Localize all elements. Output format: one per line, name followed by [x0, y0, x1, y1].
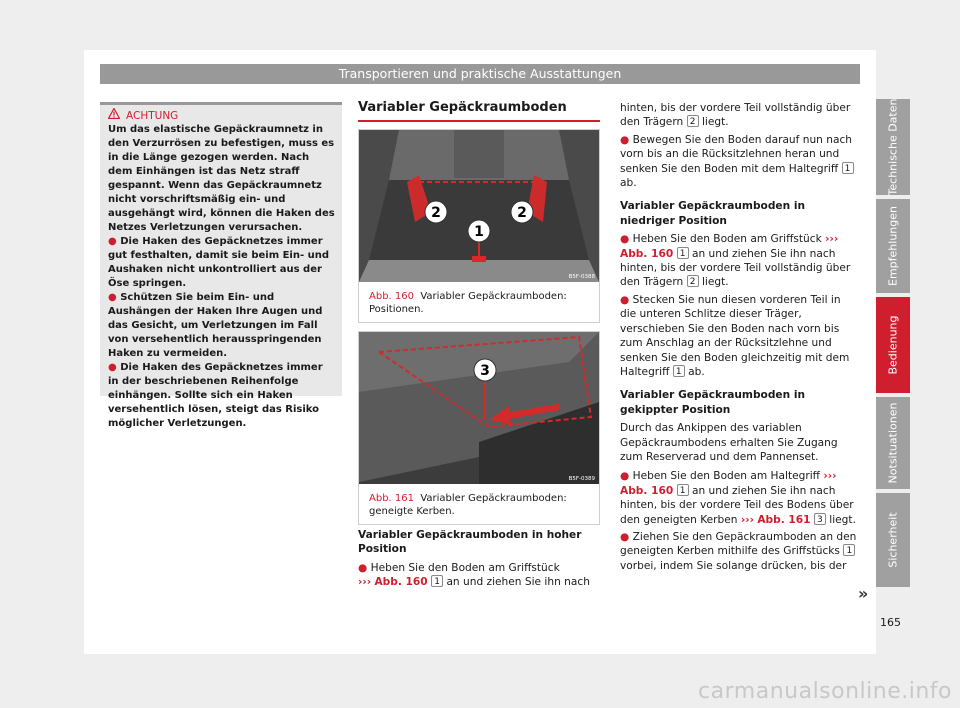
tab-technische-daten[interactable]: Technische Daten	[876, 99, 910, 195]
column-2-text	[358, 528, 600, 590]
warning-bullet: ● Schützen Sie beim Ein- und Aushängen der Haken Ihre Augen und das Gesicht, um Verletzungen im Fall von versehentlich herausspringenden Haken zu vermeiden.	[108, 292, 323, 359]
tab-notsituationen[interactable]: Notsituationen	[876, 397, 910, 489]
instruction-item: ● Heben Sie den Boden am Griffstück ››› Abb. 160 1 an und ziehen Sie ihn nach hinten, bis der vordere Teil vollständig über den Trägern 2 liegt.	[620, 233, 851, 289]
trunk-photo-positions	[359, 130, 599, 282]
figure-161-caption: Abb. 161 Variabler Gepäckraumboden: geneigte Kerben.	[369, 493, 567, 517]
tab-bedienung[interactable]: Bedienung	[876, 297, 910, 393]
fig160-mark-2a: 2	[431, 205, 441, 221]
chapter-tabs	[876, 99, 910, 591]
paragraph: hinten, bis der vordere Teil vollständig über den Trägern 2 liegt.	[620, 102, 851, 129]
instruction-item: ● Stecken Sie nun diesen vorderen Teil in die unteren Schlitze dieser Träger, verschieben Sie den Boden nach vorn bis zum Anschlag an der Rücksitzlehne und senken Sie den Boden gleichzeitig mit dem Haltegriff 1 ab.	[620, 293, 850, 378]
warning-icon	[108, 108, 120, 123]
watermark: carmanualsonline.info	[698, 679, 952, 704]
page-number: 165	[880, 616, 901, 629]
paragraph: Durch das Ankippen des variablen Gepäckraumbodens erhalten Sie Zugang zum Reserverad und dem Pannenset.	[620, 422, 838, 463]
subheading-high-position: Variabler Gepäckraumboden in hoher Position	[358, 529, 582, 556]
warning-title-text: ACHTUNG	[126, 109, 179, 122]
instruction-item: ● Bewegen Sie den Boden darauf nun nach vorn bis an die Rücksitzlehnen heran und senken Sie den Boden mit dem Haltegriff 1 ab.	[620, 133, 852, 190]
column-3-text	[620, 101, 860, 573]
instruction-item: ● Heben Sie den Boden am Griffstück ››› Abb. 160 1 an und ziehen Sie ihn nach	[358, 561, 590, 589]
figure-label: Abb. 161	[369, 493, 414, 504]
fig161-mark-3: 3	[480, 363, 490, 379]
fig160-mark-1: 1	[474, 224, 484, 240]
fig161-code: B5F-0389	[568, 476, 595, 482]
continue-marker: »	[858, 584, 869, 603]
instruction-item: ● Heben Sie den Boden am Haltegriff ››› Abb. 160 1 an und ziehen Sie ihn nach hinten, bis der vordere Teil des Bodens über den geneigten Kerben ››› Abb. 161 3 liegt.	[620, 470, 856, 526]
warning-text: Um das elastische Gepäckraumnetz in den Verzurrösen zu befestigen, muss es in die Länge gezogen werden. Nach dem Einhängen ist das Netz straff gespannt. Wenn das Gepäckraumnetz nicht vorschriftsmäßig ein- und ausgehängt wird, können die Haken des Netzes Verletzungen verursachen.	[108, 124, 335, 233]
warning-bullet: ● Die Haken des Gepäcknetzes immer in der beschriebenen Reihenfolge einhängen. Sollte sich ein Haken versehentlich lösen, steigt das Risiko möglicher Verletzungen.	[108, 362, 323, 429]
figure-160-caption: Abb. 160 Variabler Gepäckraumboden: Positionen.	[369, 291, 567, 315]
fig160-mark-2b: 2	[517, 205, 527, 221]
section-title: Variabler Gepäckraumboden	[358, 100, 600, 122]
warning-bullet: ● Die Haken des Gepäcknetzes immer gut festhalten, damit sie beim Ein- und Aushaken nicht unkontrolliert aus der Öse springen.	[108, 236, 329, 289]
subheading-low-position: Variabler Gepäckraumboden in niedriger Position	[620, 200, 806, 227]
warning-title	[108, 108, 178, 123]
page-header: Transportieren und praktische Ausstattungen	[100, 64, 860, 84]
trunk-photo-notches	[359, 332, 599, 484]
figure-160	[358, 129, 600, 323]
warning-box	[100, 102, 342, 429]
figure-161	[358, 331, 600, 525]
tab-sicherheit[interactable]: Sicherheit	[876, 493, 910, 587]
subheading-tilted-position: Variabler Gepäckraumboden in gekippter Position	[620, 389, 806, 416]
tab-empfehlungen[interactable]: Empfehlungen	[876, 199, 910, 293]
figure-label: Abb. 160	[369, 291, 414, 302]
instruction-item: ● Ziehen Sie den Gepäckraumboden an den geneigten Kerben mithilfe des Griffstücks 1 vorbei, indem Sie solange drücken, bis der	[620, 530, 857, 572]
fig160-code: B5F-0388	[568, 274, 595, 280]
